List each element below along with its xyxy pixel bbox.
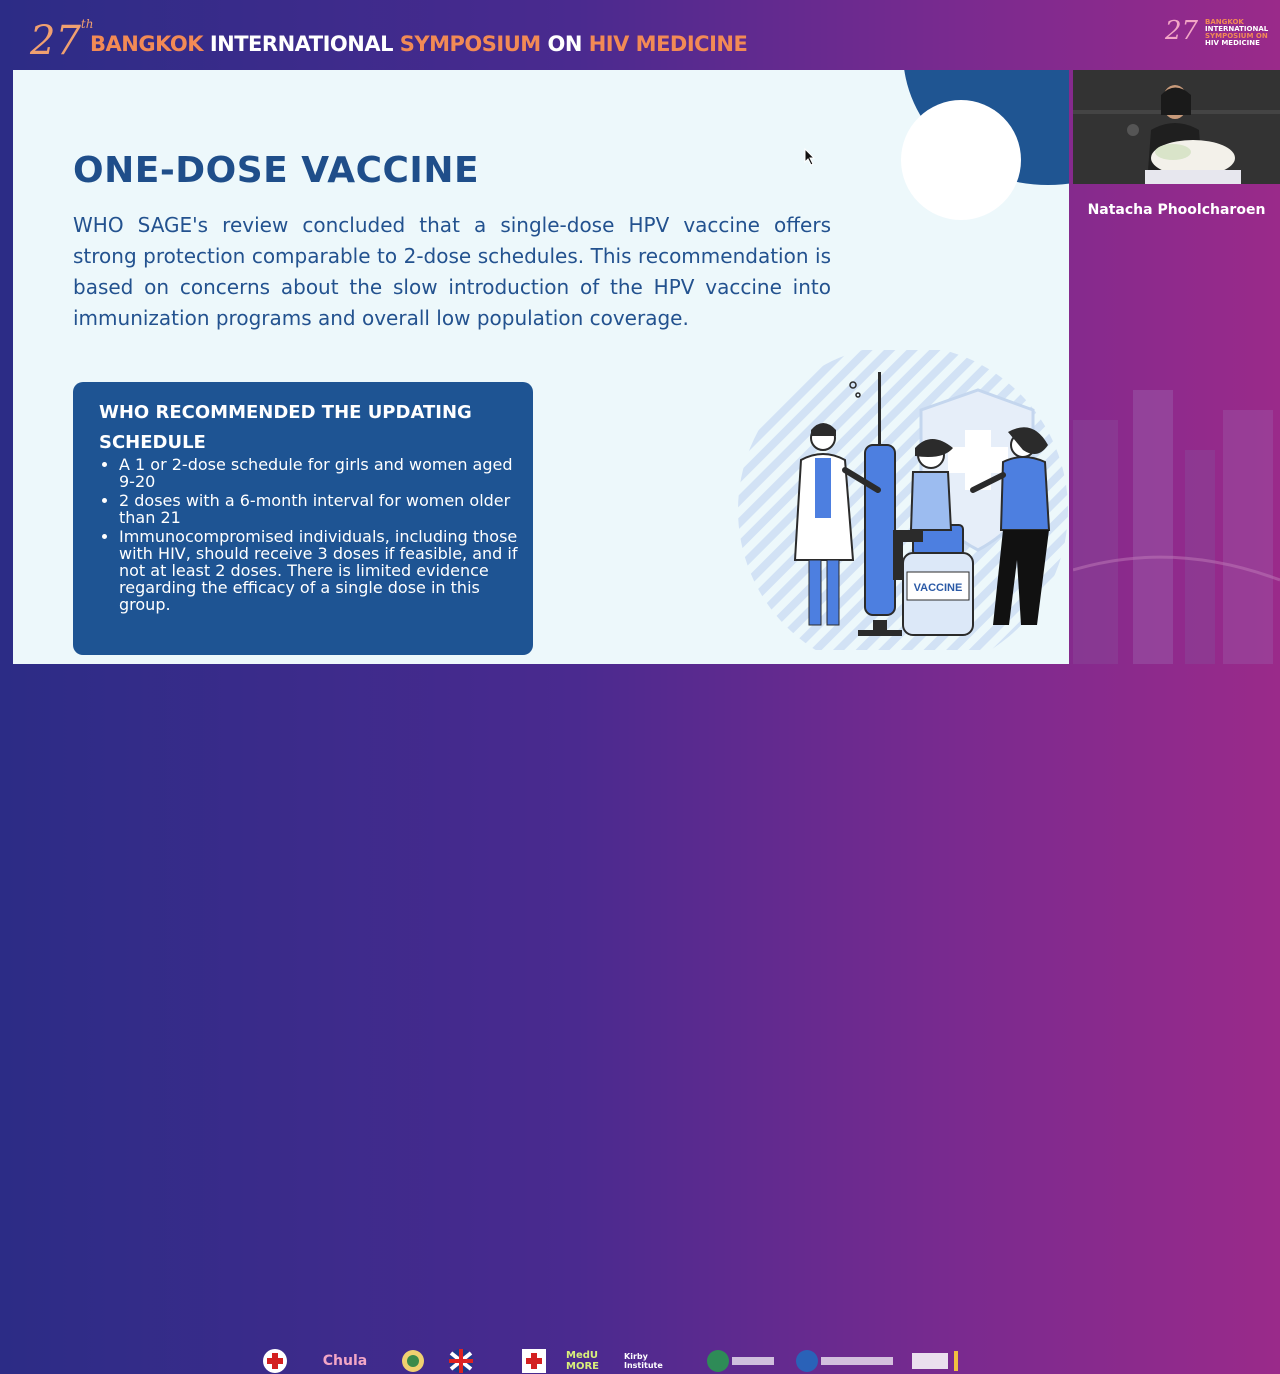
vial-label: VACCINE — [913, 582, 963, 594]
sponsor-logo-uk-flag-icon — [448, 1348, 474, 1374]
sponsor-logo-mice-icon — [912, 1348, 972, 1374]
speaker-name: Natacha Phoolcharoen — [1087, 202, 1266, 218]
slide-heading: ONE-DOSE VACCINE — [73, 150, 480, 191]
decorative-circle-white — [901, 100, 1021, 220]
sponsor-bar — [0, 668, 1280, 1372]
recommendation-box — [73, 382, 533, 655]
sponsor-logo-red-cross-icon — [260, 1348, 290, 1374]
mouse-cursor-icon — [804, 148, 816, 166]
symposium-logo — [1165, 16, 1270, 66]
recommendation-title: WHO RECOMMENDED THE UPDATING SCHEDULE — [99, 402, 472, 453]
speaker-video-feed — [1073, 70, 1280, 184]
recommendation-list — [99, 456, 519, 615]
sponsor-logo-chula: Chula — [322, 1353, 368, 1369]
sponsor-logo-medu-more: MedU MORE — [566, 1350, 599, 1372]
sponsor-logo-cross-icon — [522, 1348, 546, 1374]
logo-line: INTERNATIONAL — [1205, 25, 1269, 33]
title-word-international: INTERNATIONAL — [209, 32, 393, 56]
city-skyline-background — [1073, 380, 1280, 664]
sponsor-logo-kirby: Kirby Institute — [624, 1352, 663, 1370]
logo-line: SYMPOSIUM ON — [1205, 32, 1268, 40]
speaker-camera-image — [1073, 70, 1280, 184]
recommendation-item: • Immunocompromised individuals, including those with HIV, should receive 3 doses if feasible, and if not at least 2 doses. There is limited evidence regarding the efficacy of a single dose in this group. — [119, 528, 519, 613]
recommendation-item: • 2 doses with a 6-month interval for women older than 21 — [119, 492, 519, 526]
symposium-title — [90, 32, 747, 56]
logo-line: HIV MEDICINE — [1205, 39, 1260, 47]
title-word-hiv-medicine: HIV MEDICINE — [588, 32, 748, 56]
recommendation-item: • A 1 or 2-dose schedule for girls and women aged 9-20 — [119, 456, 519, 490]
title-word-on: ON — [547, 32, 582, 56]
vaccination-illustration — [703, 350, 1069, 650]
sponsor-logo-emblem-icon — [400, 1348, 426, 1374]
presentation-slide — [13, 70, 1069, 664]
title-word-symposium: SYMPOSIUM — [399, 32, 541, 56]
title-word-bangkok: BANGKOK — [90, 32, 204, 56]
sponsor-logo-ministry-icon — [706, 1348, 776, 1374]
symposium-header — [0, 0, 1280, 70]
slide-body-text: WHO SAGE's review concluded that a single-dose HPV vaccine offers strong protection comparable to 2-dose schedules. This recommendation is based on concerns about the slow introduction of the HPV vaccine into immunization programs and overall low population coverage. — [73, 213, 831, 330]
logo-line: BANGKOK — [1205, 18, 1244, 26]
logo-ordinal: 27 — [1165, 16, 1199, 46]
ordinal-number: 27th — [30, 16, 94, 64]
sponsor-logo-tourism-icon — [795, 1348, 895, 1374]
